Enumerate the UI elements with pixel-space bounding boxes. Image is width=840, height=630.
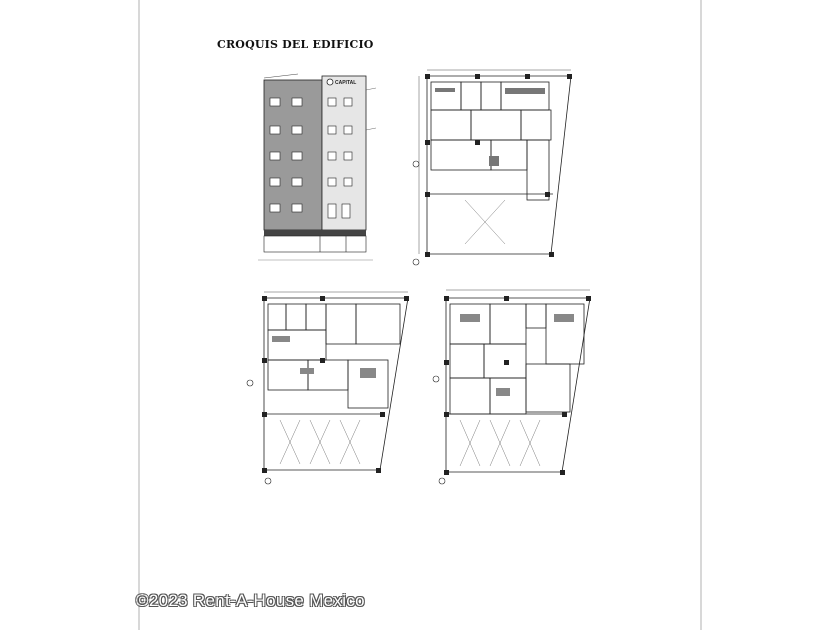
floor-plan-level-a-drawing xyxy=(240,288,415,488)
watermark-text: ©2023 Rent-A-House Mexico xyxy=(136,591,365,610)
floor-plan-level-b-drawing xyxy=(430,284,600,488)
floor-plan-ground-drawing xyxy=(405,64,585,274)
facade-logo-text: CAPITAL xyxy=(335,80,357,86)
facade-elevation-drawing xyxy=(258,70,378,268)
page-title: CROQUIS DEL EDIFICIO xyxy=(217,38,374,51)
